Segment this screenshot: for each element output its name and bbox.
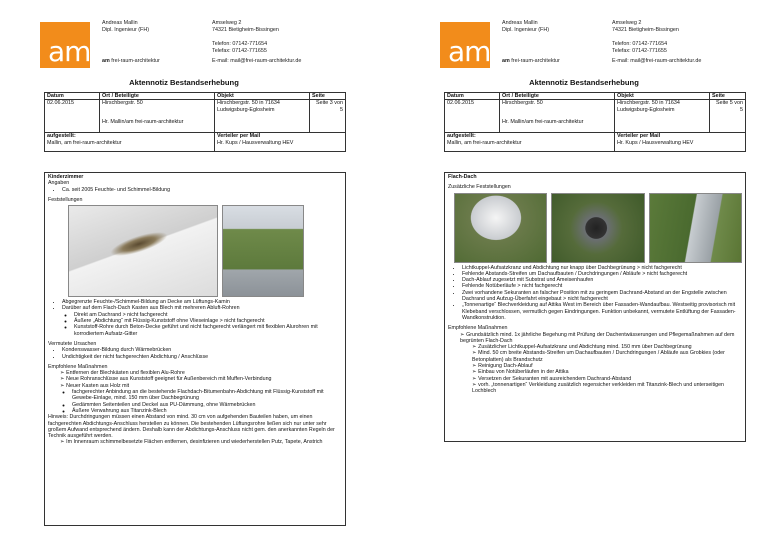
meta-seite: Seite 3 von 5: [310, 100, 346, 133]
header-phone: Telefon: 07142-771654 Telefax: 07142-771655: [612, 41, 668, 54]
photo-ceiling-mold: [68, 205, 218, 297]
photo-row: [454, 193, 742, 263]
header-phone: Telefon: 07142-771654 Telefax: 07142-771655: [212, 41, 268, 54]
content-box: [44, 172, 346, 526]
meta-header-seite: Seite: [710, 93, 746, 100]
meta-verteiler: Verteiler per Mail Hr. Kups / Hausverwaltung HEV: [215, 133, 346, 152]
meta-aufgestellt: aufgestellt: Mallin, am frei-raum-architektur: [445, 133, 615, 152]
photo-row: [68, 205, 342, 297]
meta-header-ort: Ort / Beteiligte: [100, 93, 215, 100]
list-item: ➢ Neue Rohranschlüsse aus Kunststoff geeignet für Außenbereich mit Muffen-Verbindung: [60, 376, 342, 382]
list-item: • Ca. seit 2005 Feuchte- und Schimmel-Bildung: [62, 187, 342, 193]
list-item: ◦ Äußere Verwahrung aus Titanzink-Blech: [72, 408, 342, 414]
header-address: Amselweg 2 74321 Bietigheim-Bissingen: [612, 20, 679, 33]
photo-roof-drain: [551, 193, 644, 263]
meta-objekt: Hirschbergstr. 50 in 71634 Ludwigsburg-Eglosheim: [215, 100, 310, 133]
meta-header-objekt: Objekt: [215, 93, 310, 100]
list-item: • Kondenswasser-Bildung durch Wärmebrücken: [62, 347, 342, 353]
meta-objekt: Hirschbergstr. 50 in 71634 Ludwigsburg-Eglosheim: [615, 100, 710, 133]
section-title: Kinderzimmer: [48, 174, 84, 180]
ursachen-label: Vermutete Ursachen: [48, 340, 97, 347]
feststellungen-label: Zusätzliche Feststellungen: [448, 184, 511, 191]
header-email: E-mail: mail@frei-raum-architektur.de: [612, 58, 702, 64]
list-item: ◦ Äußere „Abdichtung“ mit Flüssig-Kunststoff ohne Vlieseinlage > nicht fachgerecht: [74, 318, 342, 324]
meta-ort: Hirschbergstr. 50 Hr. Mallin/am frei-raum-architektur: [100, 100, 215, 133]
massnahmen-sublist: [60, 389, 342, 414]
massnahmen-list: [448, 332, 742, 395]
header-web: am frei-raum-architektur: [502, 58, 560, 64]
list-item: ➢ Versetzen der Sekuranten mit ausreichendem Dachrand-Abstand: [472, 376, 742, 382]
meta-header-datum: Datum: [45, 93, 100, 100]
meta-datum: 02.06.2015: [45, 100, 100, 133]
massnahmen-sublist: [460, 344, 742, 394]
header-name: Andreas Mallin Dipl. Ingenieur (FH): [102, 20, 150, 33]
list-item: • Abgegrenzte Feuchte-/Schimmel-Bildung an Decke am Lüftungs-Kamin: [62, 299, 342, 305]
list-item: ➢ Im Innenraum schimmelbesetzte Flächen entfernen, desinfizieren und wiederherstellen Putz, Tapete, Anstrich: [60, 439, 342, 445]
list-item: • Darüber auf dem Flach-Dach Kasten aus Blech mit mehreren Abluft-Rohren ◦ Direkt am Dachrand > nicht fachgerecht ◦ Äußere „Abdichtung“ mit Flüssig-Kunststoff ohne Vlieseinlage > nicht fachgerecht ◦ Kunststoff-Rohre durch Beton-Decke geführt und nicht fachgerecht verlängert mit flexiblen Alurohren mit korrodiertem Aufsatz-Gitter: [62, 305, 342, 336]
list-item: ➢ Entfernen der Blechkästen und flexiblen Alu-Rohre: [60, 370, 342, 376]
hinweis-text: Hinweis: Durchdringungen müssen einen Abstand von mind. 30 cm von aufgehenden Bauteilen haben, um einen fachgerechten Abdichtungs-Anschluss herstellen zu können. Die bestehenden Lüftungsrohre ließen sich nur unter sehr großem Aufwand entsprechend ändern. Deshalb kann der Abdichtungs-Anschluss nicht gem. den anerkannten Regeln der Technik ausgeführt werden.: [48, 414, 335, 440]
meta-seite: Seite 5 von 5: [710, 100, 746, 133]
meta-verteiler: Verteiler per Mail Hr. Kups / Hausverwaltung HEV: [615, 133, 746, 152]
meta-datum: 02.06.2015: [445, 100, 500, 133]
header-name: Andreas Mallin Dipl. Ingenieur (FH): [502, 20, 550, 33]
list-item: • Zwei vorhandene Sekuranten an falscher Position mit zu geringem Dachrand-Abstand an der Engstelle zwischen Dachrand und Aufzug-Überfahrt eingebaut > nicht fachgerecht: [462, 290, 742, 303]
meta-header-ort: Ort / Beteiligte: [500, 93, 615, 100]
list-item: ◦ fachgerechter Anbindung an die bestehende Flachdach-Bitumenbahn-Abdichtung mit Flüssig-Kunststoff mit Gewebe-Einlage, mind. 150 mm über Dachbegrünung: [72, 389, 342, 402]
list-item: ◦ Gedämmten Seitenteilen und Deckel aus PU-Dämmung, ohne Wärmebrücken: [72, 402, 342, 408]
list-item: ◦ Kunststoff-Rohre durch Beton-Decke geführt und nicht fachgerecht verlängert mit flexiblen Alurohren mit korrodiertem Aufsatz-Gitter: [74, 324, 342, 337]
meta-ort: Hirschbergstr. 50 Hr. Mallin/am frei-raum-architektur: [500, 100, 615, 133]
massnahmen-label: Empfohlene Maßnahmen: [48, 363, 108, 370]
feststellungen-list: [448, 265, 742, 322]
list-item: ◦ Direkt am Dachrand > nicht fachgerecht: [74, 312, 342, 318]
list-item: • Undichtigkeit der nicht fachgerechten Abdichtung / Anschlüsse: [62, 354, 342, 360]
massnahmen-label: Empfohlene Maßnahmen: [448, 325, 508, 332]
photo-roof-vent-box: [222, 205, 304, 297]
feststellungen-sublist: [62, 312, 342, 337]
list-item: ➢ Reinigung Dach-Ablauf: [472, 363, 742, 369]
innenraum-list: [48, 439, 342, 445]
feststellungen-list: [48, 299, 342, 337]
list-item: ➢ vorh. „tonnenartigen“ Verkleidung zusätzlich regensicher verkleiden mit Titanzink-Blech und unterseitigen Lochblech: [472, 382, 742, 395]
feststellungen-label: Feststellungen: [48, 196, 83, 203]
list-item: • Fehlende Notüberläufe > nicht fachgerecht: [462, 283, 742, 289]
document-page-left: [2, 0, 366, 542]
header-web: am frei-raum-architektur: [102, 58, 160, 64]
content-box: [444, 172, 746, 442]
photo-attika-cladding: [649, 193, 742, 263]
angaben-label: Angaben: [48, 180, 70, 187]
list-item: • Fehlende Abstands-Streifen um Dachaufbauten / Durchdringungen / Abläufe > nicht fachgerecht: [462, 271, 742, 277]
list-item: • „Tonnenartige“ Blechverkleidung auf Attika West im Bereich über Fassaden-Wandaufbau. Westseitig provisorisch mit Klebeband verschlossen, vermutlich gegen Eindringungen. Funktion unbekannt, vermutete Entlüftung der Fassaden-Wandkonstruktion.: [462, 302, 742, 321]
meta-table: [444, 92, 746, 152]
massnahmen-list: [48, 370, 342, 414]
ursachen-list: [48, 347, 342, 360]
list-item: ➢ Einbau von Notüberläufen in der Attika: [472, 369, 742, 375]
meta-table: [44, 92, 346, 152]
company-logo: am: [440, 22, 490, 68]
document-title: Aktennotiz Bestandserhebung: [529, 78, 639, 87]
header-email: E-mail: mail@frei-raum-architektur.de: [212, 58, 302, 64]
meta-header-objekt: Objekt: [615, 93, 710, 100]
list-item: • Dach-Ablauf zugesetzt mit Substrat und Ameisenhaufen: [462, 277, 742, 283]
list-item: • Lichtkuppel-Aufsatzkranz und Abdichtung nur knapp über Dachbegrünung > nicht fachgerecht: [462, 265, 742, 271]
list-item: ➢ Neuer Kasten aus Holz mit ◦ fachgerechter Anbindung an die bestehende Flachdach-Bitumenbahn-Abdichtung mit Flüssig-Kunststoff mit Gewebe-Einlage, mind. 150 mm über Dachbegrünung ◦ Gedämmten Seitenteilen und Deckel aus PU-Dämmung, ohne Wärmebrücken ◦ Äußere Verwahrung aus Titanzink-Blech: [60, 383, 342, 414]
meta-aufgestellt: aufgestellt: Mallin, am frei-raum-architektur: [45, 133, 215, 152]
list-item: ➢ Grundsätzlich mind. 1x jährliche Begehung mit Prüfung der Dachentwässerungen und Pflegemaßnahmen auf dem begrünten Flach-Dach ➢ Zusätzlicher Lichtkuppel-Aufsatzkranz und Abdichtung mind. 150 mm über Dachbegrünung ➢ Mind. 50 cm breite Abstands-Streifen um Dachaufbauten / Durchdringungen / Abläufe aus Grobkies (oder Betonplatten) als Brandschutz ➢ Reinigung Dach-Ablauf ➢ Einbau von Notüberläufen in der Attika ➢ Versetzen der Sekuranten mit ausreichendem Dachrand-Abstand ➢ vorh. „tonnenartigen“ Verkleidung zusätzlich regensicher verkleiden mit Titanzink-Blech und unterseitigen Lochblech: [460, 332, 742, 395]
document-title: Aktennotiz Bestandserhebung: [129, 78, 239, 87]
photo-skylight-dome: [454, 193, 547, 263]
section-title: Flach-Dach: [448, 174, 477, 180]
document-page-right: [402, 0, 766, 542]
header-address: Amselweg 2 74321 Bietigheim-Bissingen: [212, 20, 279, 33]
meta-header-seite: Seite: [310, 93, 346, 100]
list-item: ➢ Mind. 50 cm breite Abstands-Streifen um Dachaufbauten / Durchdringungen / Abläufe aus Grobkies (oder Betonplatten) als Brandschutz: [472, 350, 742, 363]
meta-header-datum: Datum: [445, 93, 500, 100]
company-logo: am: [40, 22, 90, 68]
list-item: ➢ Zusätzlicher Lichtkuppel-Aufsatzkranz und Abdichtung mind. 150 mm über Dachbegrünung: [472, 344, 742, 350]
